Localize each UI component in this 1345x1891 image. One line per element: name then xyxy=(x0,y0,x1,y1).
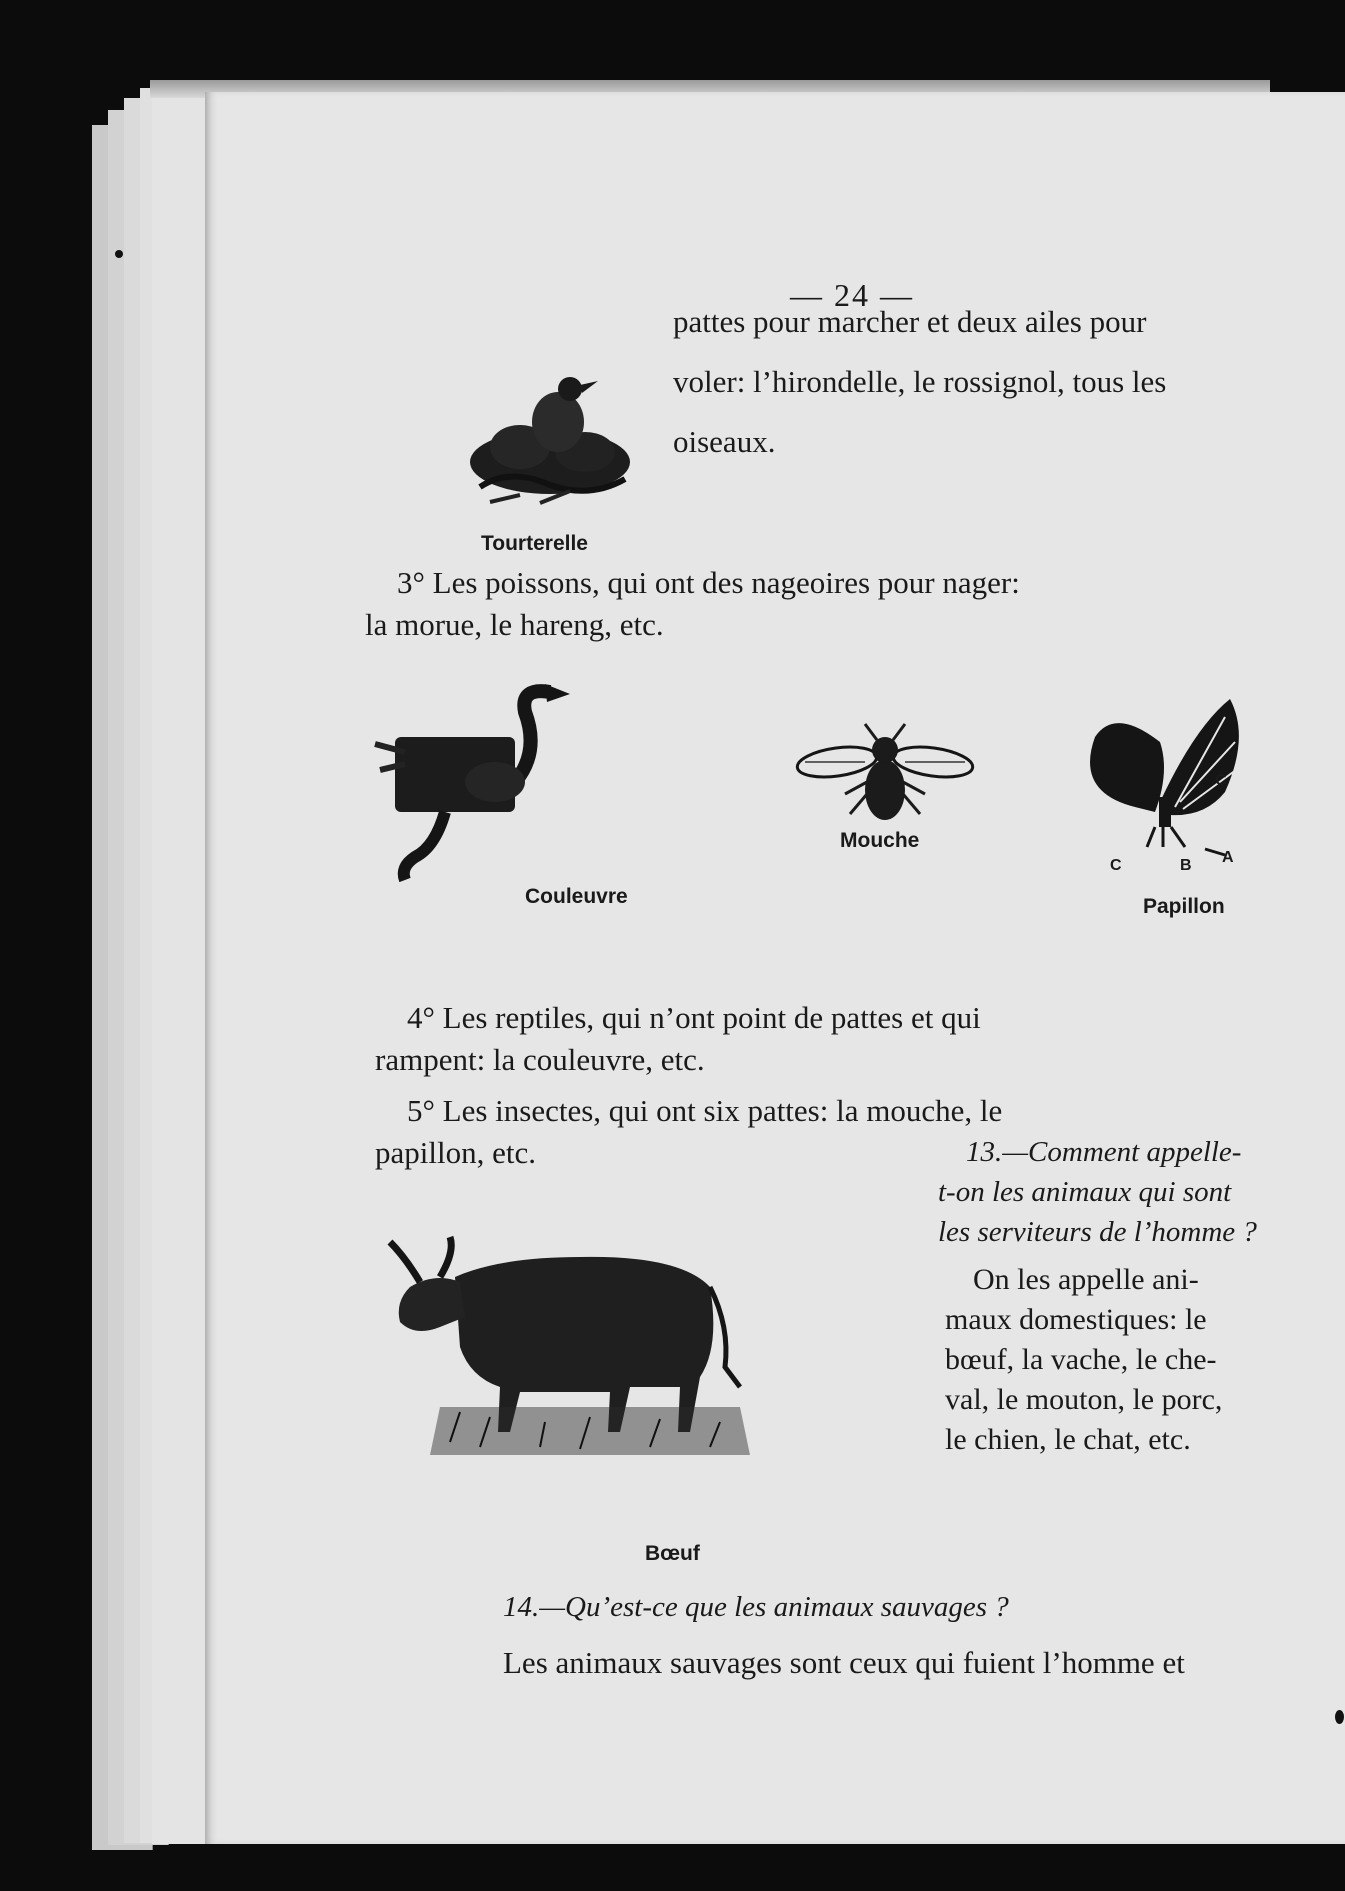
ox-caption: Bœuf xyxy=(645,1542,700,1565)
fly-caption: Mouche xyxy=(840,829,920,852)
fly-illustration xyxy=(795,722,975,832)
text-line: 4° Les reptiles, qui n’ont point de pattes et qui xyxy=(407,1000,981,1035)
book-page xyxy=(205,92,1345,1844)
butterfly-label-a: A xyxy=(1222,849,1234,866)
butterfly-label-b: B xyxy=(1180,857,1192,874)
text-line: 3° Les poissons, qui ont des nageoires pour nager: xyxy=(397,565,1020,600)
question-line: 13.—Comment appelle- xyxy=(966,1136,1242,1168)
answer-14: Les animaux sauvages sont ceux qui fuient l’homme et xyxy=(503,1645,1185,1680)
question-14: 14.—Qu’est-ce que les animaux sauvages ? xyxy=(503,1591,1009,1623)
question-line: t-on les animaux qui sont xyxy=(938,1176,1232,1208)
text-line: pattes pour marcher et deux ailes pour xyxy=(673,304,1147,339)
page-number: — 24 — xyxy=(790,277,914,313)
reptiles-paragraph xyxy=(375,997,1255,1081)
butterfly-illustration xyxy=(1075,697,1275,872)
question-line: les serviteurs de l’homme ? xyxy=(938,1216,1257,1248)
question-13 xyxy=(938,1132,1278,1252)
answer-line: le chien, le chat, etc. xyxy=(945,1423,1191,1456)
answer-line: bœuf, la vache, le che- xyxy=(945,1343,1217,1376)
answer-line: val, le mouton, le porc, xyxy=(945,1383,1223,1416)
fish-paragraph xyxy=(365,562,1245,646)
answer-13 xyxy=(945,1260,1280,1460)
butterfly-caption: Papillon xyxy=(1143,895,1225,918)
butterfly-label-c-top: C xyxy=(1215,772,1227,789)
birds-paragraph xyxy=(673,292,1273,472)
dove-illustration xyxy=(460,367,640,507)
text-line: la morue, le hareng, etc. xyxy=(365,607,664,642)
text-line: 5° Les insectes, qui ont six pattes: la mouche, le xyxy=(407,1093,1003,1128)
snake-illustration xyxy=(375,682,575,882)
dove-caption: Tourterelle xyxy=(481,532,588,555)
speck xyxy=(115,250,123,258)
ox-illustration xyxy=(380,1227,755,1457)
text-line: oiseaux. xyxy=(673,424,776,459)
answer-line: maux domestiques: le xyxy=(945,1303,1207,1336)
butterfly-label-c-bottom: C xyxy=(1110,857,1122,874)
text-line: voler: l’hirondelle, le rossignol, tous les xyxy=(673,364,1167,399)
answer-line: On les appelle ani- xyxy=(973,1263,1199,1296)
speck xyxy=(1335,1710,1344,1724)
snake-caption: Couleuvre xyxy=(525,885,628,908)
page-edge xyxy=(152,82,213,1844)
text-line: rampent: la couleuvre, etc. xyxy=(375,1042,705,1077)
text-line: papillon, etc. xyxy=(375,1135,536,1170)
